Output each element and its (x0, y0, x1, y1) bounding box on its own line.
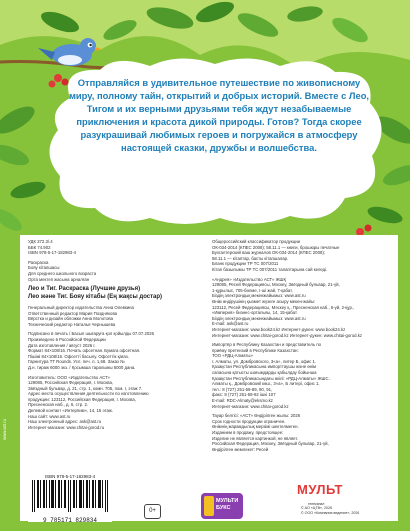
side-url-text: www.ast.ru (2, 418, 7, 440)
imprint-line: 1-құрылыс, 705-бөлме, I-ші жай, 7-қабат. (212, 287, 293, 293)
credit-line: Технический редактор Наталья Чернышева (28, 321, 116, 327)
imprint-right-column (212, 239, 392, 452)
imprint-line: Интернет-магазин: www.chitai-gorod.kz (212, 403, 289, 409)
imprint-line: Бланк продукции ТР ТС 007/2011 (212, 261, 279, 267)
credit-line: Вёрстка и дизайн обложки Анна Молотова (28, 316, 113, 322)
book-title-kz: Лео және Тиг. Бояу кітабы (Ең жақсы достар) (28, 293, 163, 300)
imprint-line: Общероссийский классификатор продукции (212, 239, 301, 244)
imprint-line: Өндірілген мемлекет: Ресей (212, 446, 269, 452)
imprint-line: приёму претензий в Республике Казахстан: (212, 347, 299, 353)
imprint-line: Қазақстан Республикасындағы өкілі: «РДЦ-Алматы» ЖШС. (212, 375, 330, 381)
imprint-line: «Империя» бизнес-орталығы, 14, 15-қабат. (212, 310, 298, 316)
publisher-line: Звёздный бульвар, д. 21, стр. 1, комн. 705, пом. I, этаж 7. (28, 385, 143, 391)
barcode-bars (28, 480, 112, 512)
publisher-line: 129085, Российская Федерация, г. Москва, (28, 380, 114, 386)
publisher-line: Делевой контакт «Интерпим», 14, 15 этаж. (28, 408, 113, 414)
imprint-line: тел.: 8 (727) 251-59-89, 90, 91, (212, 386, 273, 392)
imprint-line: Бухгалтерский ваш журналов ОК-034-2014 (КПЕС 2008); (212, 250, 325, 256)
barcode (28, 474, 112, 522)
publisher-line: Пресненская наб., д. 6, стр. 2. (28, 402, 89, 408)
imprint-line: E-mail: ask@ast.ru (212, 321, 249, 327)
imprint-line: ОК-034-2014 (КПЕС 2008); 58.11.1 — книги, брошюры печатные (212, 244, 340, 250)
mult-tagline: телеканал (308, 502, 325, 506)
publisher-line: Адрес места осуществления деятельности по изготовлению (28, 391, 149, 397)
print-info-line: Подписано в печать / Басып шығаруға қол қойылды 07.07.2026 (28, 331, 155, 337)
intro-text: Отправляйся в удивительное путешествие по живописному миру, полному тайн, открытий и добрых историй. Вместе с Лео, Тигом и их верными друзьями тебя ждут незабываемые приключения и красота дикой природы. Готов? Тогда скорее разукрашивай любимых героев и погружайся в атмосферу настоящей сказки, дружбы и волшебства. (68, 77, 370, 153)
genre-line: Бояу кітапшасы (28, 265, 60, 271)
mult-logo (296, 482, 344, 504)
print-info-line: Гарнитура TT Rounds. Усл. печ. л. 1,68. Заказ № (28, 359, 125, 365)
imprint-line: Импортёр в Республику Казахстан и представитель по (212, 342, 322, 348)
print-info-line: Дата изготовления / август 2026 г. (28, 342, 96, 348)
isbn-code: ISBN 978-5-17-182983-4 (28, 250, 77, 256)
copyright-line: © ООО «Компания ведение», 2026 (301, 510, 360, 515)
print-info-line: Пішімі 84×108/16. Офсетті басылу. Офсеттік қағаз. (28, 353, 129, 359)
genre-line: Для среднего школьного возраста (28, 270, 97, 276)
imprint-line: Кітап базылымы ТР ТС 007/2011 талаптарына сай келеді. (212, 266, 328, 272)
copyright-block (301, 506, 359, 515)
credit-line: Генеральный директор издательства Анна Олевкина (28, 304, 134, 310)
imprint-line: г. Алматы, ул. Домбровского, 3«а», литер Б, офис 1. (212, 358, 317, 364)
imprint-line: 129085, Ресей Федерациясы, Мәскеу, Звёздный бульвар, 21-үй, (212, 282, 340, 288)
publisher-line: продукции: 123112, Российская Федерация, г. Москва, (28, 396, 136, 402)
print-info-line: Д.н. тираж 6000 экз. / Қосымша таралымы 6000 дана. (28, 364, 136, 370)
copyright-line: © АО «ЦТВ», 2026 (301, 506, 332, 510)
imprint-line: Алматы қ., Домбровский көш., 3«а», Б литері, офис 1. (212, 381, 320, 387)
imprint-line: Изделие не является картинкой, не являет. (212, 435, 299, 441)
print-info-line: Произведено в Российской Федерации (28, 336, 106, 342)
mult-logo-text: МУЛЬТ (296, 482, 343, 497)
age-rating-badge: 0+ (144, 504, 161, 519)
udk-code: УДК 372.3/.4 (28, 239, 53, 244)
multibooks-logo (201, 493, 243, 519)
imprint-line: Срок годности продукции ограничен. (212, 418, 286, 424)
barcode-isbn-label: ISBN 978-5-17-182983-4 (44, 474, 96, 479)
imprint-line: Интернет-магазин: www.book24.kz Интернет-дүкен: www.book24.kz (212, 326, 346, 332)
publisher-line: Наш электронный адрес: ask@ast.ru (28, 419, 102, 425)
imprint-line: E-mail: RDC-Almaty@eksmo.kz (212, 398, 273, 404)
barcode-digits: 9 785171 829834 (42, 517, 97, 524)
publisher-line: Наш сайт: www.ast.ru (28, 413, 71, 419)
publisher-line: Изготовитель: ООО «Издательство АСТ» (28, 374, 110, 380)
imprint-line: Өнім өндірушінің қызмет жүзеге асыру мекен-жайы: (212, 298, 316, 304)
imprint-line: Тауар белгісі: «АСТ» Өндірілген жылы: 2026 (212, 413, 301, 419)
imprint-line: «Андрея» «Издательство АСТ» ЖШҚ (212, 276, 286, 282)
imprint-line: факс: 8 (727) 251-59-92 ішкі 107 (212, 392, 276, 398)
publisher-line: Интернет-магазин: www.chitai-gorod.ru (28, 424, 105, 430)
imprint-line: 123112, Ресей Федерациясы, Мәскеу қ., Пресненская наб., 6-үй, 2-құр., (212, 304, 355, 310)
imprint-line: Өнімнің жарамдылық мерзімі шектелмеген. (212, 424, 299, 430)
multibooks-logo-text: МУЛЬТИ БУКС (216, 498, 239, 511)
bbk-code: ББК 74.902 (28, 244, 51, 250)
genre-line: Орта мектеп жасына арналған (28, 276, 90, 282)
imprint-line: Біздің электрондық мекенжайымыз: www.ast.ru (212, 315, 306, 321)
imprint-line: Интернет-магазин: www.chitai-gorod.kz Интернет-дүкен: www.chitai-gorod.kz (212, 332, 362, 338)
imprint-line: Қазақстан Республикасына импорттаушы және өнім (212, 364, 316, 370)
imprint-left-column (28, 239, 203, 430)
imprint-line: сапасына қатысты шағымдарды қабылдау бойынша (212, 370, 317, 376)
imprint-line: 58.11.1 — кітаптар, басты кітапшалар. (212, 255, 289, 261)
imprint-line: Российская Федерация, Мәскеу, Звёздный бульвар, 21-үй, (212, 441, 329, 447)
imprint-line: Біздің электрондық мекенжайымыз: www.ast.ru (212, 293, 306, 299)
credit-line: Ответственный редактор Мария Позднякова (28, 310, 118, 316)
imprint-line: ТОО «РДЦ-Алматы» (212, 353, 253, 359)
imprint-line: Изданием в продажу, предстоящее: (212, 430, 284, 435)
book-title-ru: Лео и Тиг. Раскраска (Лучшие друзья) (28, 286, 141, 293)
print-info-line: Формат 84×108/16. Печать офсетная. Бумага офсетная. (28, 348, 141, 354)
genre-line: Раскраска (28, 259, 49, 265)
